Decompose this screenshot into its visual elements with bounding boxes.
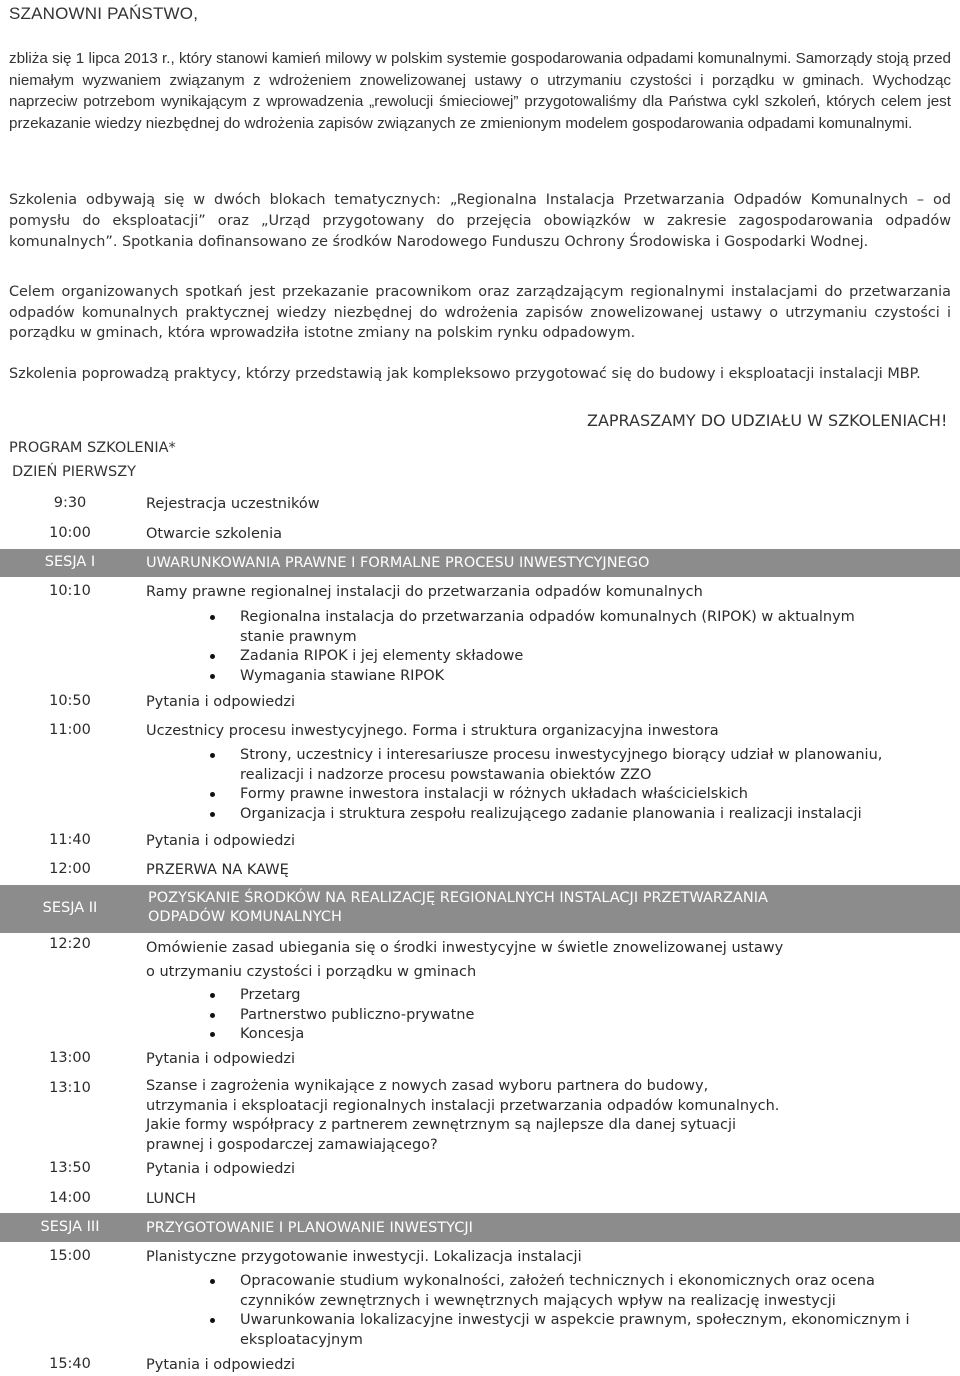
bullet-icon bbox=[210, 792, 215, 797]
bullet-icon bbox=[210, 1318, 215, 1323]
bullet-icon bbox=[210, 615, 215, 620]
session-title: PRZYGOTOWANIE I PLANOWANIE INWESTYCJI bbox=[146, 1220, 473, 1236]
bullet-icon bbox=[210, 812, 215, 817]
agenda-time: 15:00 bbox=[49, 1248, 91, 1264]
bullet-item: Uwarunkowania lokalizacyjne inwestycji w aspekcie prawnym, społecznym, ekonomicznym i eksploatacyjnym bbox=[210, 1311, 930, 1350]
agenda-title: Otwarcie szkolenia bbox=[146, 526, 282, 542]
agenda-time: 11:40 bbox=[49, 832, 91, 848]
bullet-icon bbox=[210, 1279, 215, 1284]
agenda-time: 12:20 bbox=[49, 936, 91, 952]
bullet-item: Regionalna instalacja do przetwarzania odpadów komunalnych (RIPOK) w aktualnym stanie prawnym bbox=[210, 608, 860, 647]
bullet-icon bbox=[210, 1013, 215, 1018]
greeting-heading: SZANOWNI PAŃSTWO, bbox=[9, 4, 199, 23]
bullet-icon bbox=[210, 1032, 215, 1037]
agenda-title: Pytania i odpowiedzi bbox=[146, 1051, 296, 1067]
day-title: DZIEŃ PIERWSZY bbox=[12, 464, 136, 480]
bullet-item: Formy prawne inwestora instalacji w różnych układach właścicielskich bbox=[210, 785, 890, 805]
session-label: SESJA III bbox=[40, 1219, 100, 1235]
agenda-title: Rejestracja uczestników bbox=[146, 496, 320, 512]
agenda-title: Uczestnicy procesu inwestycyjnego. Forma i struktura organizacyjna inwestora bbox=[146, 723, 719, 739]
agenda-bullets bbox=[210, 746, 890, 824]
agenda-title: Pytania i odpowiedzi bbox=[146, 694, 296, 710]
agenda-time: 10:50 bbox=[49, 693, 91, 709]
program-title: PROGRAM SZKOLENIA* bbox=[9, 440, 176, 456]
bullet-icon bbox=[210, 674, 215, 679]
agenda-title: Ramy prawne regionalnej instalacji do przetwarzania odpadów komunalnych bbox=[146, 584, 703, 600]
agenda-title: Omówienie zasad ubiegania się o środki inwestycyjne w świetle znowelizowanej ustawy o utrzymaniu czystości i porządku w gminach bbox=[146, 940, 784, 980]
session-label: SESJA I bbox=[44, 554, 96, 570]
bullet-item: Wymagania stawiane RIPOK bbox=[210, 667, 860, 687]
session-title: POZYSKANIE ŚRODKÓW NA REALIZACJĘ REGIONALNYCH INSTALACJI PRZETWARZANIA ODPADÓW KOMUNALNYCH bbox=[148, 890, 768, 925]
goal-paragraph: Celem organizowanych spotkań jest przekazanie pracownikom oraz zarządzającym regionalnymi instalacjami do przetwarzania odpadów komunalnych praktycznej wiedzy niezbędnej do wdrożenia zapisów znowelizowanej ustawy o utrzymaniu czystości i porządku w gminach, która wprowadziła istotne zmiany na polskim rynku odpadowym. bbox=[9, 284, 951, 341]
bullet-icon bbox=[210, 654, 215, 659]
agenda-bullets bbox=[210, 608, 860, 686]
invite-heading: ZAPRASZAMY DO UDZIAŁU W SZKOLENIACH! bbox=[587, 411, 948, 430]
bullet-item: Organizacja i struktura zespołu realizującego zadanie planowania i realizacji instalacji bbox=[210, 805, 890, 825]
session-bar-1 bbox=[0, 549, 960, 577]
agenda-time: 13:10 bbox=[49, 1080, 91, 1096]
bullet-item: Strony, uczestnicy i interesariusze procesu inwestycyjnego biorący udział w planowaniu, realizacji i nadzorze procesu powstawania obiektów ZZO bbox=[210, 746, 890, 785]
session-label: SESJA II bbox=[42, 900, 98, 916]
agenda-time: 11:00 bbox=[49, 722, 91, 738]
agenda-title: Szanse i zagrożenia wynikające z nowych zasad wyboru partnera do budowy, utrzymania i eksploatacji regionalnych instalacji przetwarzania odpadów komunalnych. Jakie formy współpracy z partnerem zewnętrznym są najlepsze dla danej sytuacji prawnej i gospodarczej zamawiającego? bbox=[146, 1078, 780, 1153]
agenda-bullets bbox=[210, 986, 910, 1045]
agenda-time: 12:00 bbox=[49, 861, 91, 877]
bullet-item: Opracowanie studium wykonalności, założeń technicznych i ekonomicznych oraz ocena czynników zewnętrznych i wewnętrznych mających wpływ na realizację inwestycji bbox=[210, 1272, 930, 1311]
bullet-icon bbox=[210, 753, 215, 758]
agenda-time: 15:40 bbox=[49, 1356, 91, 1372]
agenda-time: 10:00 bbox=[49, 525, 91, 541]
session-bar-3 bbox=[0, 1213, 960, 1242]
intro-paragraph: zbliża się 1 lipca 2013 r., który stanowi kamień milowy w polskim systemie gospodarowania odpadami komunalnymi. Samorządy stoją przed niemałym wyzwaniem związanym z wdrożeniem znowelizowanej ustawy o utrzymaniu czystości i porządku w gminach. Wychodząc naprzeciw potrzebom wynikającym z wprowadzenia „rewolucji śmieciowej” przygotowaliśmy dla Państwa cykl szkoleń, których celem jest przekazanie wiedzy niezbędnej do wdrożenia zapisów związanych ze zmienionym modelem gospodarowania odpadami komunalnymi. bbox=[9, 50, 951, 132]
agenda-title: Pytania i odpowiedzi bbox=[146, 833, 296, 849]
agenda-title: PRZERWA NA KAWĘ bbox=[146, 862, 289, 878]
session-bar-2 bbox=[0, 885, 960, 933]
session-title: UWARUNKOWANIA PRAWNE I FORMALNE PROCESU INWESTYCYJNEGO bbox=[146, 555, 650, 571]
agenda-title: Planistyczne przygotowanie inwestycji. Lokalizacja instalacji bbox=[146, 1249, 582, 1265]
agenda-title: LUNCH bbox=[146, 1191, 196, 1207]
agenda-time: 10:10 bbox=[49, 583, 91, 599]
trainers-paragraph: Szkolenia poprowadzą praktycy, którzy przedstawią jak kompleksowo przygotować się do budowy i eksploatacji instalacji MBP. bbox=[9, 366, 921, 382]
agenda-title: Pytania i odpowiedzi bbox=[146, 1357, 296, 1373]
agenda-title: Pytania i odpowiedzi bbox=[146, 1161, 296, 1177]
agenda-bullets bbox=[210, 1272, 930, 1350]
bullet-icon bbox=[210, 993, 215, 998]
agenda-time: 13:50 bbox=[49, 1160, 91, 1176]
bullet-item: Przetarg bbox=[210, 986, 910, 1006]
bullet-item: Koncesja bbox=[210, 1025, 910, 1045]
agenda-time: 14:00 bbox=[49, 1190, 91, 1206]
bullet-item: Partnerstwo publiczno-prywatne bbox=[210, 1006, 910, 1026]
agenda-time: 13:00 bbox=[49, 1050, 91, 1066]
bullet-item: Zadania RIPOK i jej elementy składowe bbox=[210, 647, 860, 667]
agenda-time: 9:30 bbox=[53, 495, 87, 511]
blocks-paragraph: Szkolenia odbywają się w dwóch blokach tematycznych: „Regionalna Instalacja Przetwarzania Odpadów Komunalnych – od pomysłu do eksploatacji” oraz „Urząd przygotowany do przejęcia obowiązków w zakresie zagospodarowania odpadów komunalnych”. Spotkania dofinansowano ze środków Narodowego Funduszu Ochrony Środowiska i Gospodarki Wodnej. bbox=[9, 192, 951, 250]
